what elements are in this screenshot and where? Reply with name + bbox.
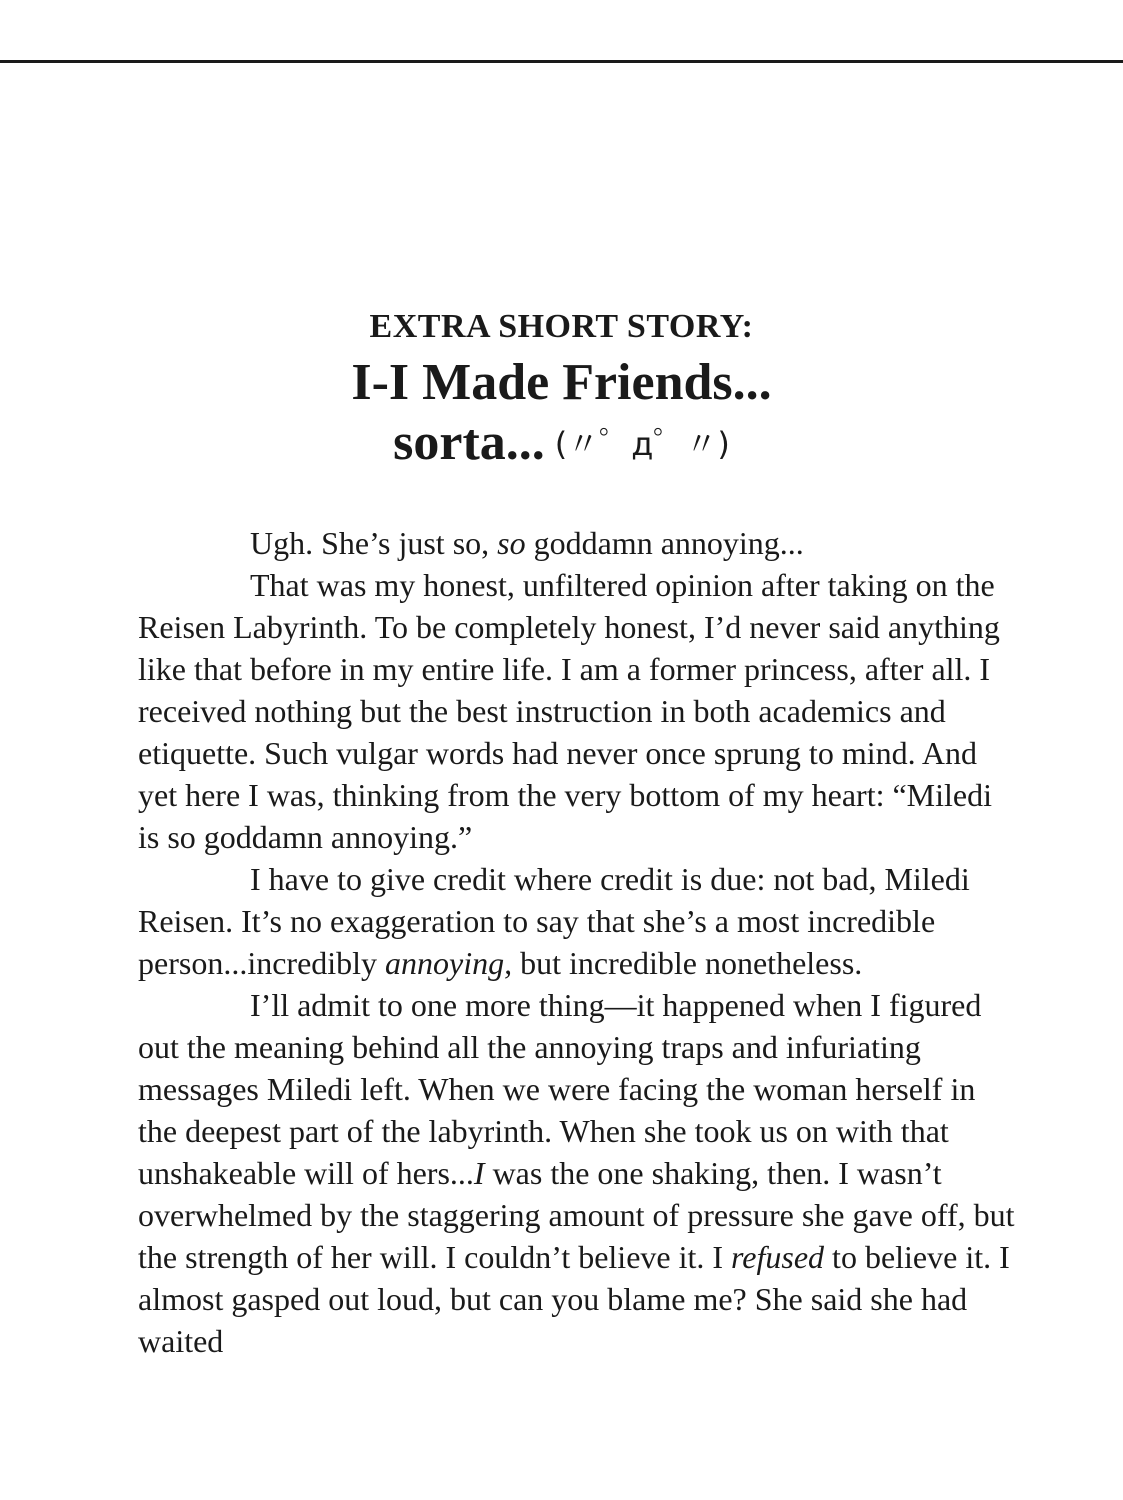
- paragraph: That was my honest, unfiltered opinion after taking on the Reisen Labyrinth. To be completely honest, I’d never said anything like that before in my entire life. I am a former princess, after all. I received nothing but the best instruction in both academics and etiquette. Such vulgar words had never once sprung to mind. And yet here I was, thinking from the very bottom of my heart: “Miledi is so goddamn annoying.”: [138, 567, 1000, 855]
- story-heading: [0, 307, 1123, 474]
- story-subtitle-line: [0, 413, 1123, 474]
- story-kicker: EXTRA SHORT STORY:: [369, 308, 754, 345]
- page-top-rule: [0, 60, 1123, 63]
- emphasis: refused: [731, 1239, 825, 1275]
- story-title: I-I Made Friends...: [351, 354, 772, 411]
- paragraph: I have to give credit where credit is due: not bad, Miledi Reisen. It’s no exaggeration to say that she’s a most incredible person...incredibly annoying, but incredible nonetheless.: [138, 861, 970, 981]
- paragraph: Ugh. She’s just so, so goddamn annoying...: [250, 525, 804, 561]
- emphasis: annoying,: [385, 945, 513, 981]
- story-subtitle: sorta...: [393, 414, 545, 471]
- kaomoji: (〃゜д゜〃): [554, 425, 730, 463]
- emphasis: I: [473, 1155, 485, 1191]
- paragraph: I’ll admit to one more thing—it happened when I figured out the meaning behind all the annoying traps and infuriating messages Miledi left. When we were facing the woman herself in the deepest part of the labyrinth. When she took us on with that unshakeable will of hers...I was the one shaking, then. I wasn’t overwhelmed by the staggering amount of pressure she gave off, but the strength of her will. I couldn’t believe it. I refused to believe it. I almost gasped out loud, but can you blame me? She said she had waited: [138, 987, 1015, 1359]
- story-body: [138, 522, 1018, 1362]
- emphasis: so: [497, 525, 526, 561]
